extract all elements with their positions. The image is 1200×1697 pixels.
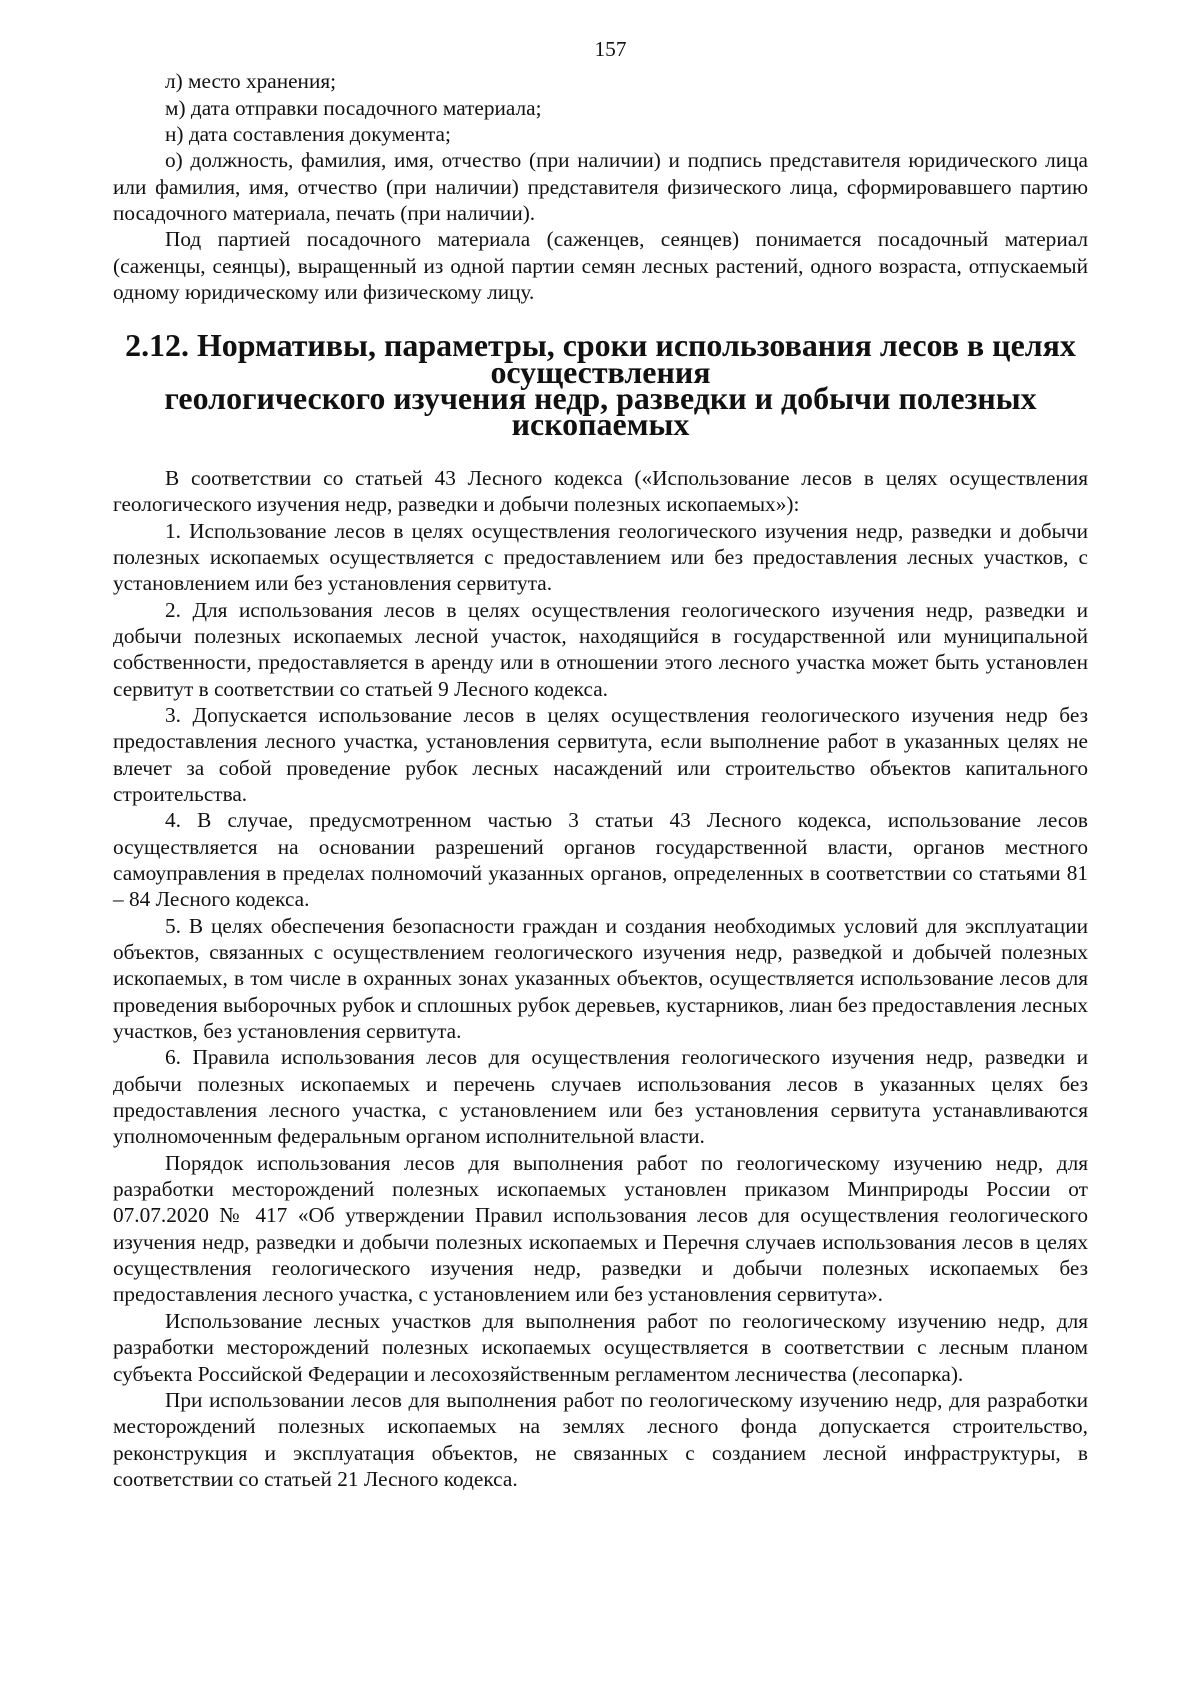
section-heading xyxy=(113,328,1088,443)
section-heading-line-1: 2.12. Нормативы, параметры, сроки использования лесов в целях осуществления xyxy=(125,328,1076,390)
clause-1-paragraph: 1. Использование лесов в целях осуществления геологического изучения недр, разведки и добычи полезных ископаемых осуществляется с предоставлением или без предоставления лесных участков, с установлением или без установления сервитута. xyxy=(113,518,1088,596)
forest-plan-paragraph: Использование лесных участков для выполнения работ по геологическому изучению недр, для разработки месторождений полезных ископаемых осуществляется в соответствии с лесным планом субъекта Российской Федерации и лесохозяйственным регламентом лесничества (лесопарка). xyxy=(113,1308,1088,1386)
list-item-l: л) место хранения; xyxy=(165,69,337,94)
clause-5-paragraph: 5. В целях обеспечения безопасности граждан и создания необходимых условий для эксплуатации объектов, связанных с осуществлением геологического изучения недр, разведкой и добычей полезных ископаемых, в том числе в охранных зонах указанных объектов, осуществляется использование лесов для проведения выборочных рубок и сплошных рубок деревьев, кустарников, лиан без предоставления лесных участков, без установления сервитута. xyxy=(113,913,1088,1044)
clause-6-paragraph: 6. Правила использования лесов для осуществления геологического изучения недр, разведки и добычи полезных ископаемых и перечень случаев использования лесов в указанных целях без предоставления лесного участка, с установлением или без установления сервитута устанавливаются уполномоченным федеральным органом исполнительной власти. xyxy=(113,1045,1088,1149)
section-heading-line-2: геологического изучения недр, разведки и добычи полезных ископаемых xyxy=(164,381,1037,443)
clause-2-paragraph: 2. Для использования лесов в целях осуществления геологического изучения недр, разведки и добычи полезных ископаемых лесной участок, находящийся в государственной или муниципальной собственности, предоставляется в аренду или в отношении этого лесного участка может быть установлен сервитут в соответствии со статьей 9 Лесного кодекса. xyxy=(113,597,1088,701)
list-item-n: н) дата составления документа; xyxy=(165,122,451,147)
clause-3-paragraph: 3. Допускается использование лесов в целях осуществления геологического изучения недр без предоставления лесного участка, установления сервитута, если выполнение работ в указанных целях не влечет за собой проведение рубок лесных насаждений или строительство объектов капитального строительства. xyxy=(113,702,1088,806)
construction-paragraph: При использовании лесов для выполнения работ по геологическому изучению недр, для разработки месторождений полезных ископаемых на землях лесного фонда допускается строительство, реконструкция и эксплуатация объектов, не связанных с созданием лесной инфраструктуры, в соответствии со статьей 21 Лесного кодекса. xyxy=(113,1387,1088,1491)
document-page xyxy=(113,36,1088,1492)
clause-4-paragraph: 4. В случае, предусмотренном частью 3 статьи 43 Лесного кодекса, использование лесов осуществляется на основании разрешений органов государственной власти, органов местного самоуправления в пределах полномочий указанных органов, определенных в соответствии со статьями 81 – 84 Лесного кодекса. xyxy=(113,808,1088,912)
definition-paragraph: Под партией посадочного материала (саженцев, сеянцев) понимается посадочный материал (саженцы, сеянцы), выращенный из одной партии семян лесных растений, одного возраста, отпускаемый одному юридическому или физическому лицу. xyxy=(113,227,1088,305)
heading-spacer xyxy=(113,439,1088,465)
intro-paragraph: В соответствии со статьей 43 Лесного кодекса («Использование лесов в целях осуществления геологического изучения недр, разведки и добычи полезных ископаемых»): xyxy=(113,465,1088,517)
list-item-m: м) дата отправки посадочного материала; xyxy=(165,95,542,120)
order-paragraph: Порядок использования лесов для выполнения работ по геологическому изучению недр, для разработки месторождений полезных ископаемых установлен приказом Минприроды России от 07.07.2020 № 417 «Об утверждении Правил использования лесов для осуществления геологического изучения недр, разведки и добычи полезных ископаемых и Перечня случаев использования лесов в целях осуществления геологического изучения недр, разведки и добычи полезных ископаемых без предоставления лесного участка, с установлением или без установления сервитута». xyxy=(113,1150,1088,1307)
page-number: 157 xyxy=(594,37,627,61)
list-item-o: о) должность, фамилия, имя, отчество (при наличии) и подпись представителя юридического лица или фамилия, имя, отчество (при наличии) представителя физического лица, сформировавшего партию посадочного материала, печать (при наличии). xyxy=(113,148,1088,226)
